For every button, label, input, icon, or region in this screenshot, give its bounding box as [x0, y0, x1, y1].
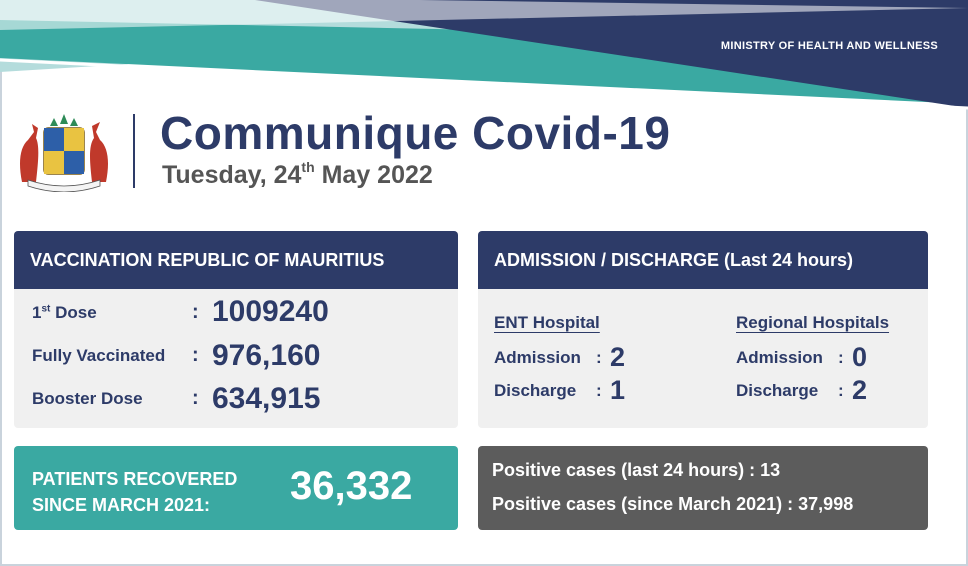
- patients-recovered-value: 36,332: [290, 464, 413, 508]
- ent-discharge-value: 1: [610, 375, 626, 405]
- date-day: Tuesday, 24: [162, 161, 302, 189]
- ent-discharge-colon: :: [596, 381, 602, 400]
- regional-admission-colon: :: [838, 348, 844, 367]
- positive-cases-card: [478, 446, 928, 530]
- ent-admission-label: Admission: [494, 348, 581, 367]
- title-divider: [133, 114, 135, 188]
- date-month-year: May 2022: [314, 161, 433, 189]
- regional-discharge-label: Discharge: [736, 381, 819, 400]
- report-date: [162, 161, 433, 190]
- vaccination-panel: [14, 231, 458, 428]
- fully-vaccinated-value: 976,160: [212, 339, 321, 372]
- first-dose-colon: :: [192, 301, 199, 323]
- regional-discharge-value: 2: [852, 375, 868, 405]
- date-ordinal: th: [301, 159, 315, 175]
- booster-dose-colon: :: [192, 387, 199, 409]
- regional-discharge-colon: :: [838, 381, 844, 400]
- regional-hospitals-title: Regional Hospitals: [736, 313, 890, 332]
- fully-vaccinated-label: Fully Vaccinated: [32, 346, 166, 365]
- coat-of-arms-icon: [14, 112, 114, 192]
- regional-admission-label: Admission: [736, 348, 823, 367]
- page-title: Communique Covid-19: [160, 107, 671, 159]
- ministry-name: MINISTRY OF HEALTH AND WELLNESS: [720, 40, 938, 52]
- patients-recovered-label: PATIENTS RECOVERED SINCE MARCH 2021:: [32, 469, 238, 515]
- first-dose-label: 1st Dose: [32, 303, 97, 322]
- ent-discharge-label: Discharge: [494, 381, 577, 400]
- ent-admission-colon: :: [596, 348, 602, 367]
- admission-heading: ADMISSION / DISCHARGE (Last 24 hours): [478, 231, 928, 289]
- regional-admission-value: 0: [852, 342, 868, 372]
- vaccination-heading: VACCINATION REPUBLIC OF MAURITIUS: [14, 231, 458, 289]
- positive-cases-since-march: Positive cases (since March 2021) : 37,998: [492, 494, 854, 514]
- booster-dose-label: Booster Dose: [32, 389, 143, 408]
- first-dose-value: 1009240: [212, 295, 329, 328]
- positive-cases-24h: Positive cases (last 24 hours) : 13: [492, 460, 781, 480]
- fully-vaccinated-colon: :: [192, 344, 199, 366]
- ent-admission-value: 2: [610, 342, 626, 372]
- ent-hospital-title: ENT Hospital: [494, 313, 600, 332]
- header-banner: [0, 0, 968, 120]
- admission-discharge-panel: [478, 231, 928, 428]
- booster-dose-value: 634,915: [212, 382, 321, 415]
- patients-recovered-card: [14, 446, 458, 530]
